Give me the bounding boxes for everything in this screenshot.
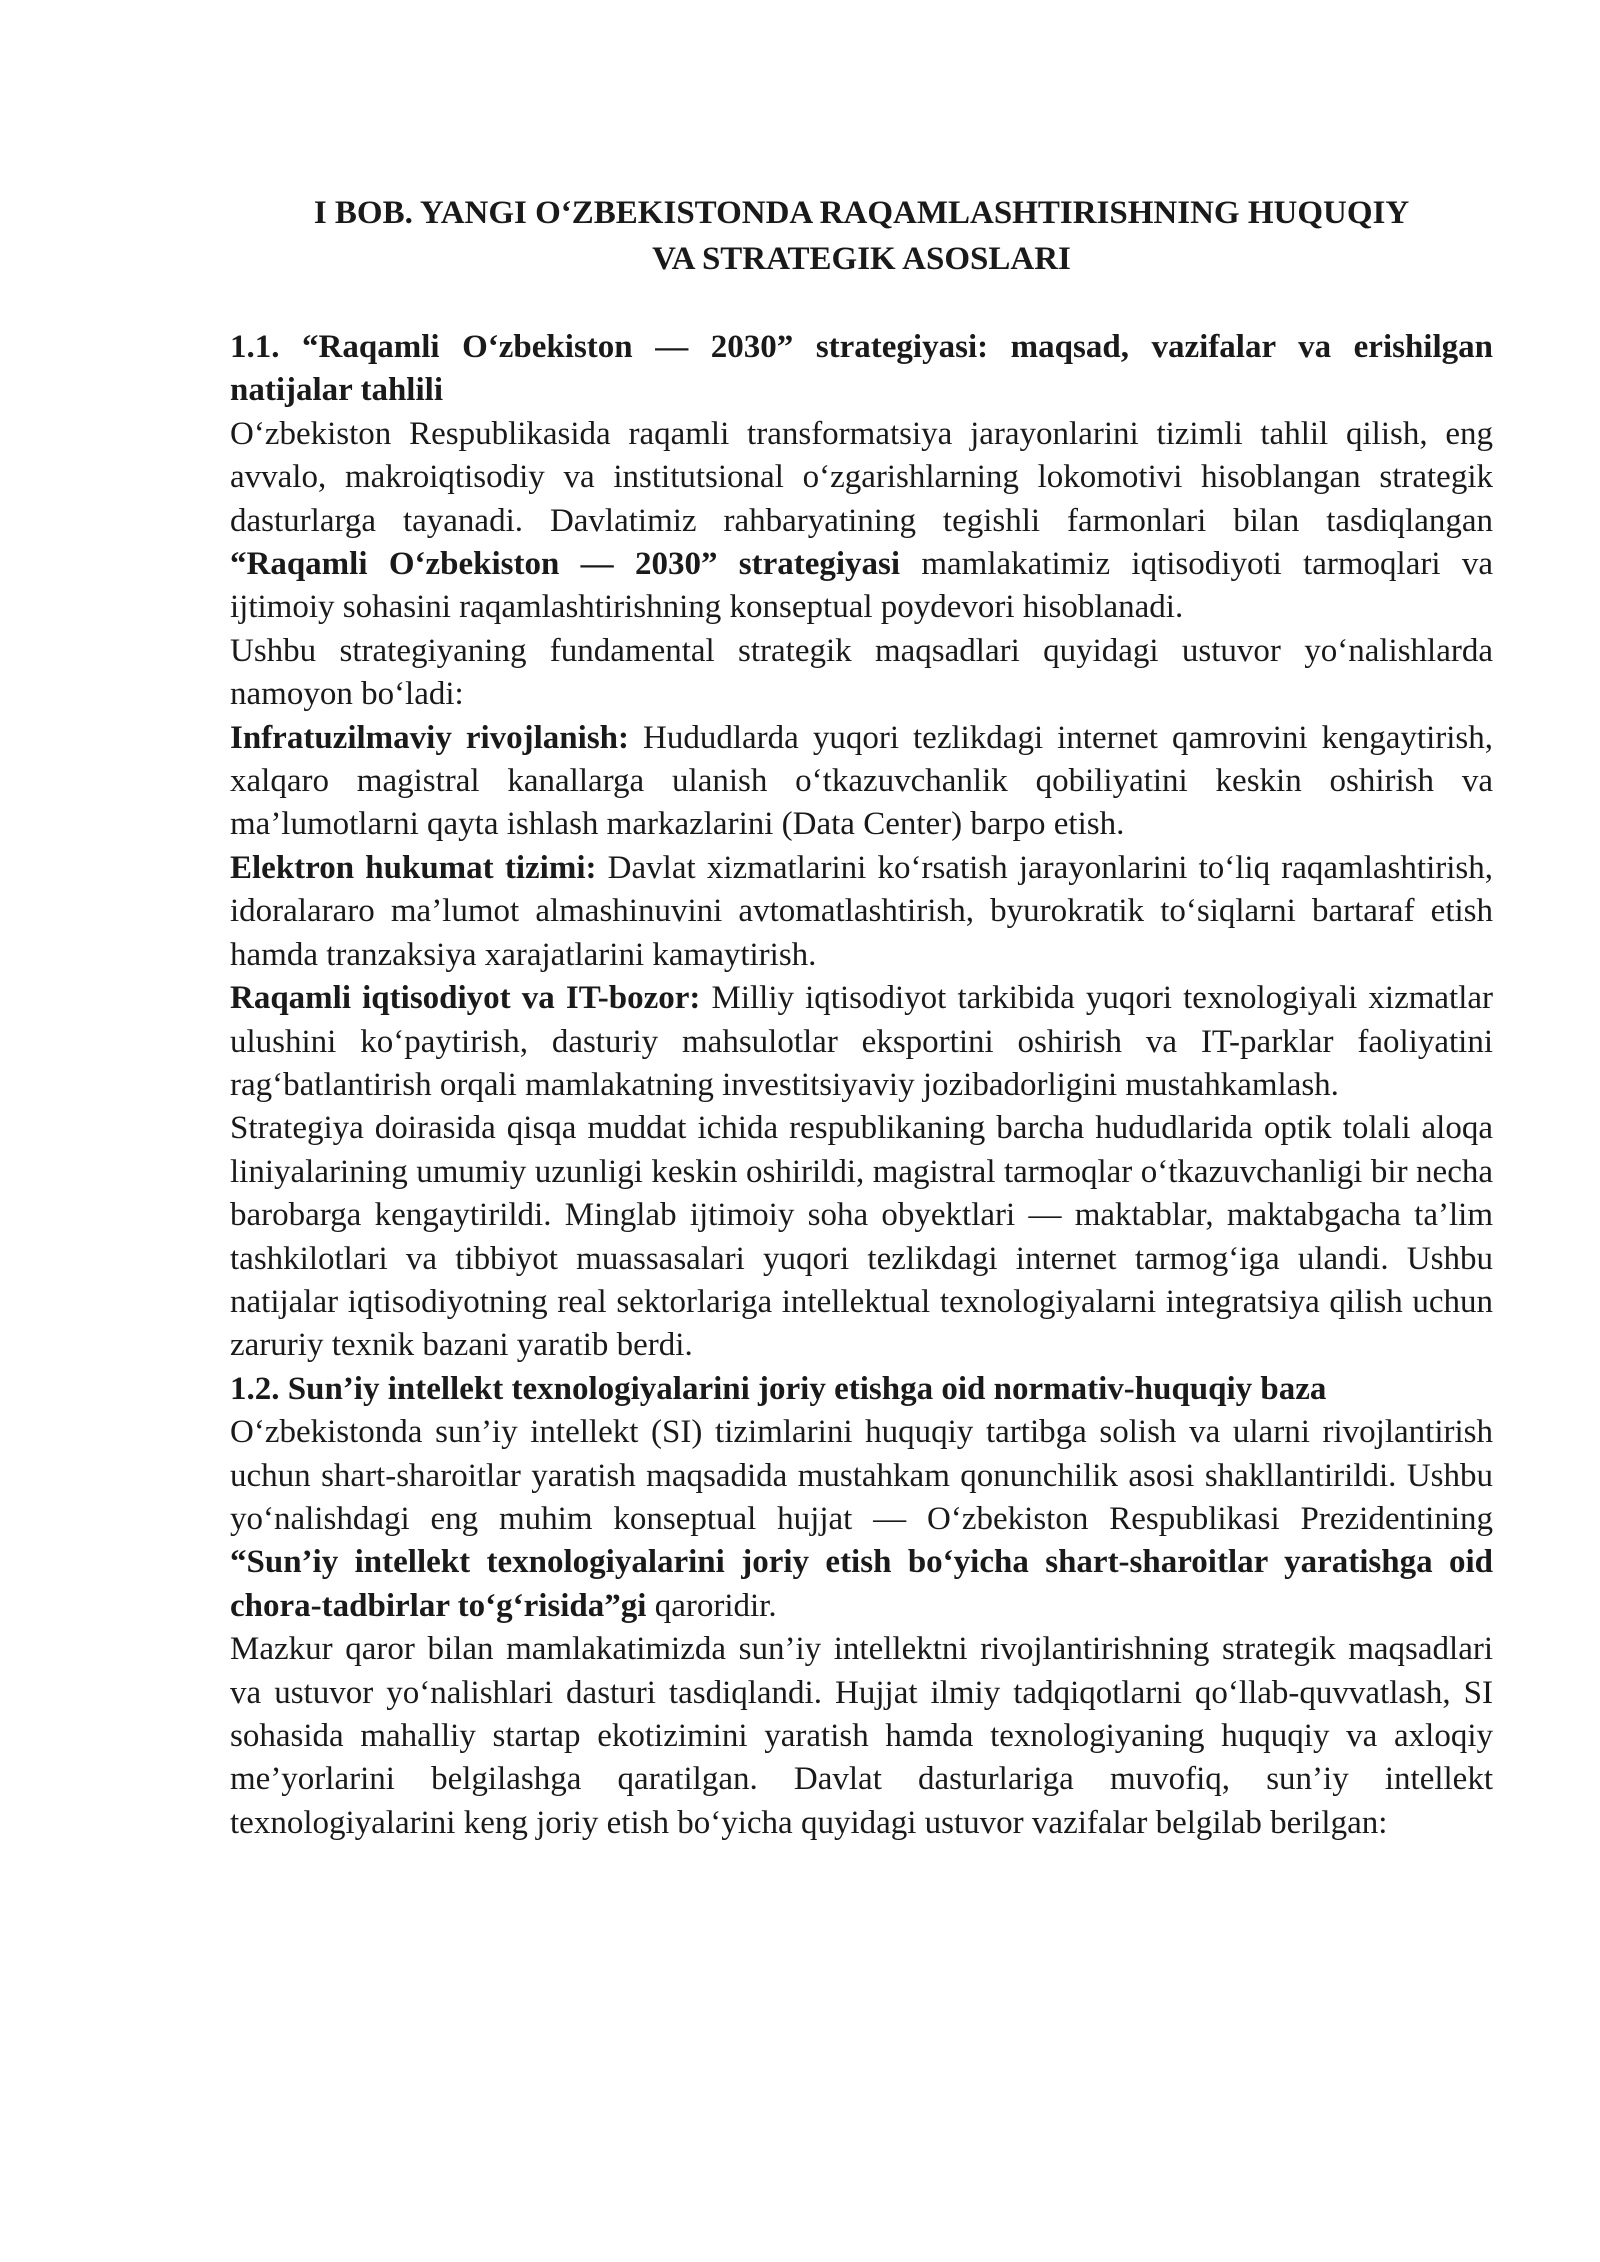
chapter-title-line2: VA STRATEGIK ASOSLARI [652, 241, 1071, 277]
chapter-title [230, 190, 1493, 282]
section-1-1-paragraph-2: Ushbu strategiyaning fundamental strategik maqsadlari quyidagi ustuvor yo‘nalishlarda namoyon bo‘ladi: [230, 632, 1493, 713]
priority-item-e-government [230, 847, 1493, 977]
priority-item-text: Davlat xizmatlarini ko‘rsatish jarayonlarini to‘liq raqamlashtirish, idoralararo ma’lumot almashinuvini avtomatlashtirish, byurokratik to‘siqlarni bartaraf etish hamda tranzaksiya xarajatlarini kamaytirish. [230, 849, 1493, 973]
priority-item-label: Raqamli iqtisodiyot va IT-bozor: [230, 980, 701, 1017]
priority-item-text: Hududlarda yuqori tezlikdagi internet qamrovini kengaytirish, xalqaro magistral kanallarga ulanish o‘tkazuvchanlik qobiliyatini keskin oshirish va ma’lumotlarni qayta ishlash markazlarini (Data Center) barpo etish. [230, 719, 1493, 843]
priority-item-infrastructure [230, 717, 1493, 847]
section-1-1-paragraph-3: Strategiya doirasida qisqa muddat ichida respublikaning barcha hududlarida optik tolali aloqa liniyalarining umumiy uzunligi keskin oshirildi, magistral tarmoqlar o‘tkazuvchanligi bir necha barobarga kengaytirildi. Minglab ijtimoiy soha obyektlari — maktablar, maktabgacha ta’lim tashkilotlari va tibbiyot muassasalari yuqori tezlikdagi internet tarmog‘iga ulandi. Ushbu natijalar iqtisodiyotning real sektorlariga intellektual texnologiyalarni integratsiya qilish uchun zaruriy texnik bazani yaratib berdi. [230, 1110, 1493, 1364]
paragraph-text: O‘zbekiston Respublikasida raqamli transformatsiya jarayonlarini tizimli tahlil qilish, eng avvalo, makroiqtisodiy va institutsional o‘zgarishlarning lokomotivi hisoblangan strategik dasturlarga tayanadi. Davlatimiz rahbaryatining tegishli farmonlari bilan tasdiqlangan [230, 415, 1493, 539]
section-1-2-paragraph-1 [230, 1411, 1493, 1628]
document-page [230, 190, 1493, 1845]
priority-item-label: Elektron hukumat tizimi: [230, 849, 597, 886]
paragraph-text: O‘zbekistonda sun’iy intellekt (SI) tizimlarini huquqiy tartibga solish va ularni rivojlantirish uchun shart-sharoitlar yaratish maqsadida mustahkam qonunchilik asosi shakllantirildi. Ushbu yo‘nalishdagi eng muhim konseptual hujjat — O‘zbekiston Respublikasi Prezidentining [230, 1414, 1493, 1537]
decree-name-bold: “Sun’iy intellekt texnologiyalarini joriy etish bo‘yicha shart-sharoitlar yaratishga oid chora-tadbirlar to‘g‘risida”gi [230, 1544, 1493, 1624]
paragraph-text: mamlakatimiz iqtisodiyoti tarmoqlari va ijtimoiy sohasini raqamlashtirishning konseptual poydevori hisoblanadi. [230, 546, 1493, 626]
section-1-2-heading: 1.2. Sun’iy intellekt texnologiyalarini joriy etishga oid normativ-huquqiy baza [230, 1370, 1327, 1407]
section-1-1-heading: 1.1. “Raqamli O‘zbekiston — 2030” strategiyasi: maqsad, vazifalar va erishilgan natijalar tahlili [230, 329, 1493, 409]
chapter-title-line1: I BOB. YANGI O‘ZBEKISTONDA RAQAMLASHTIRISHNING HUQUQIY [313, 195, 1410, 231]
paragraph-text: qaroridir. [646, 1587, 777, 1624]
priority-item-label: Infratuzilmaviy rivojlanish: [230, 719, 630, 756]
section-1-1-paragraph-1 [230, 413, 1493, 630]
priority-item-digital-economy [230, 977, 1493, 1107]
strategy-name-bold: “Raqamli O‘zbekiston — 2030” strategiyasi [230, 546, 901, 583]
priority-item-text: Milliy iqtisodiyot tarkibida yuqori texnologiyali xizmatlar ulushini ko‘paytirish, dasturiy mahsulotlar eksportini oshirish va IT-parklar faoliyatini rag‘batlantirish orqali mamlakatning investitsiyaviy jozibadorligini mustahkamlash. [230, 980, 1494, 1103]
section-1-2-paragraph-2: Mazkur qaror bilan mamlakatimizda sun’iy intellektni rivojlantirishning strategik maqsadlari va ustuvor yo‘nalishlari dasturi tasdiqlandi. Hujjat ilmiy tadqiqotlarni qo‘llab-quvvatlash, SI sohasida mahalliy startap ekotizimini yaratish hamda texnologiyaning huquqiy va axloqiy me’yorlarini belgilashga qaratilgan. Davlat dasturlariga muvofiq, sun’iy intellekt texnologiyalarini keng joriy etish bo‘yicha quyidagi ustuvor vazifalar belgilab berilgan: [230, 1631, 1493, 1841]
